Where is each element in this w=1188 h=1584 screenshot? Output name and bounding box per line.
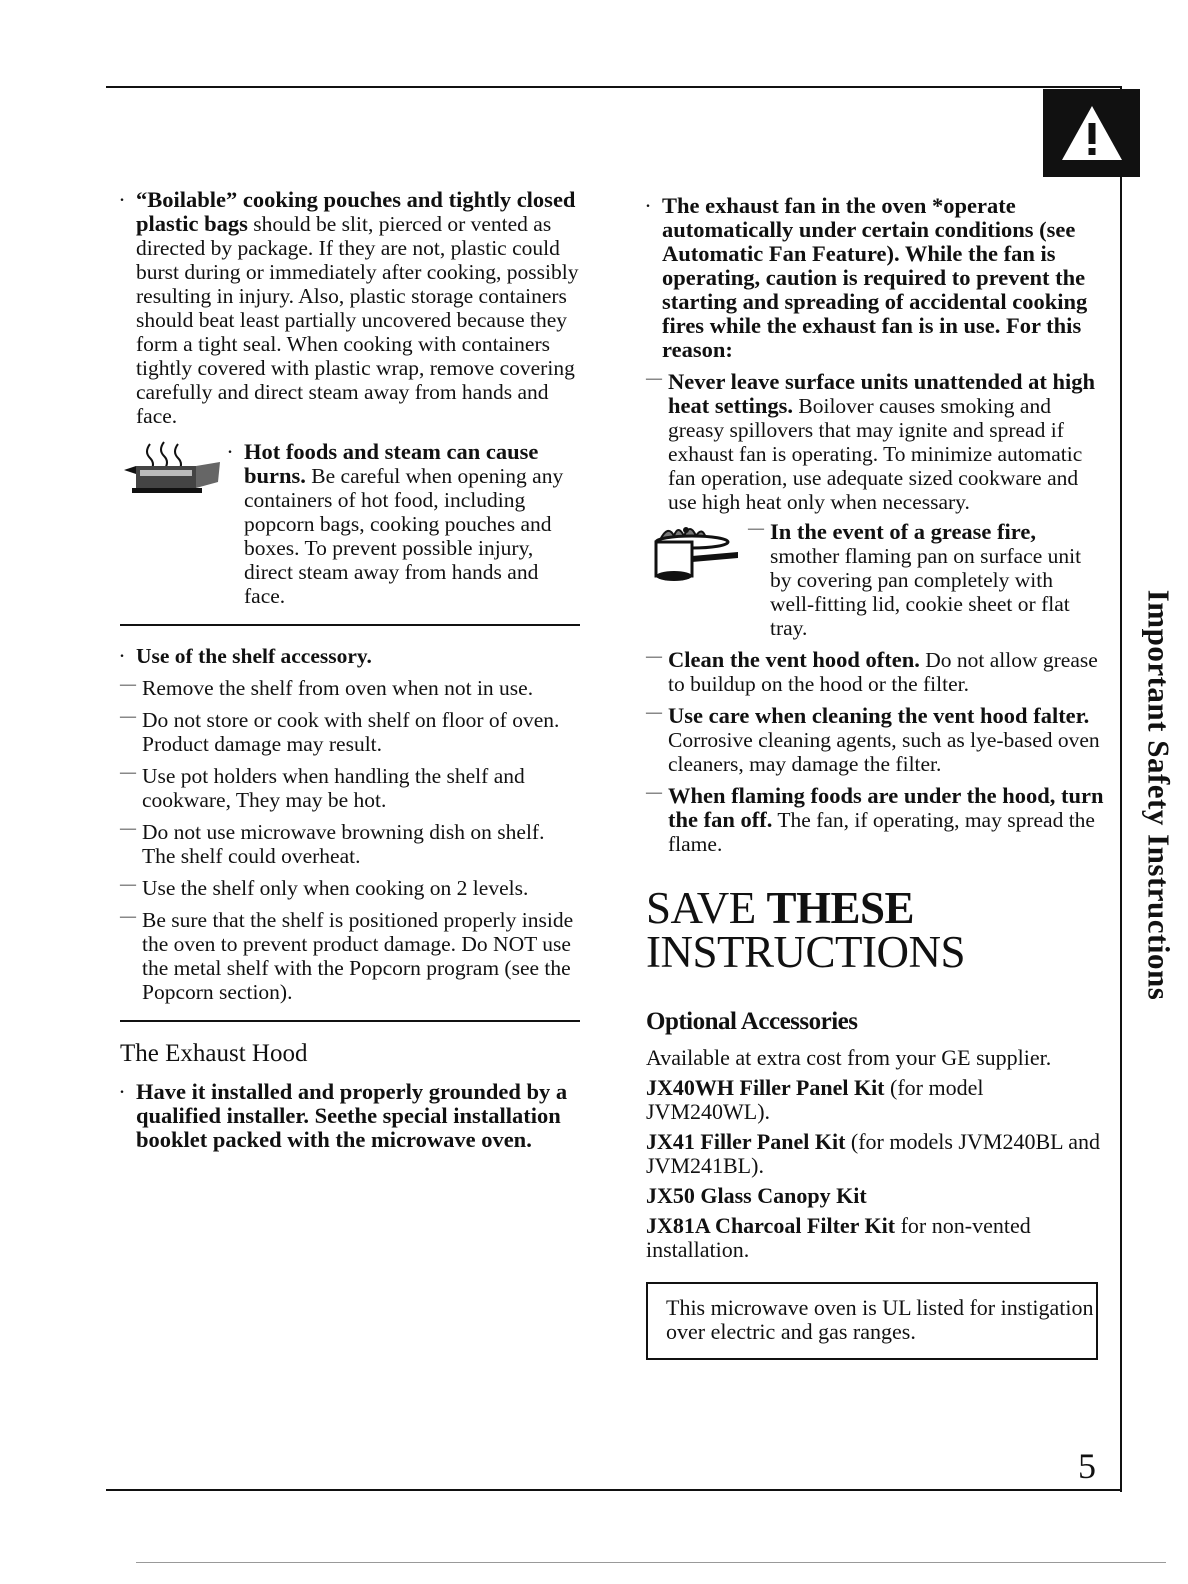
list-item: — Use the shelf only when cooking on 2 levels. (120, 876, 529, 900)
boilable-text: should be slit, pierced or vented as directed by package. If they are not, plastic could burst during or immediately after cooking, possibly resulting in injury. Also, plastic storage containers should beat least partially uncovered because they form a tight seal. When cooking with containers tightly covered with plastic wrap, remove covering carefully and direct steam away from hands and face. (136, 212, 579, 428)
boilable-item: . “Boilable” cooking pouches and tightly closed plastic bags should be slit, pierced or vented as directed by package. If they are not, plastic could burst during or immediately after cooking, possibly resulting in injury. Also, plastic storage containers should beat least partially uncovered because they form a tight seal. When cooking with containers tightly covered with plastic wrap, remove covering carefully and direct steam away from hands and face. (120, 187, 579, 428)
warning-box (1043, 89, 1140, 177)
page-number: 5 (1078, 1446, 1096, 1486)
accessory-item: JX81A Charcoal Filter Kit for non-vented installation. (646, 1213, 1031, 1262)
exhaust-item: . Have it installed and properly grounded by a qualified installer. Seethe special installation booklet packed with the microwave oven. (120, 1080, 580, 1152)
bottom-rule (106, 1489, 1122, 1491)
steaming-dish-icon (120, 440, 224, 500)
divider (120, 624, 580, 626)
clean-hood-item: — Clean the vent hood often. Do not allow grease to buildup on the hood or the filter. (646, 647, 1098, 696)
accessory-item: JX41 Filler Panel Kit (for models JVM240BL and JVM241BL). (646, 1129, 1101, 1178)
exhaust-heading: The Exhaust Hood (120, 1040, 308, 1067)
shelf-heading-item: . Use of the shelf accessory. (120, 644, 580, 668)
right-column (646, 194, 1111, 1360)
accessories-heading: Optional Accessories (646, 1008, 858, 1035)
flaming-item: — When flaming foods are under the hood, turn the fan off. The fan, if operating, may spread the flame. (646, 783, 1104, 856)
flaming-pan-icon (646, 520, 742, 586)
accessories-intro: Available at extra cost from your GE supplier. (646, 1045, 1052, 1070)
list-item: — Use pot holders when handling the shelf and cookware, They may be hot. (120, 764, 525, 812)
divider (120, 1020, 580, 1022)
fan-intro: The exhaust fan in the oven *operate automatically under certain conditions (see Automatic Fan Feature). While the fan is operating, caution is required to prevent the starting and spreading of accidental cooking fires while the exhaust fan is in use. For this reason: (662, 193, 1088, 362)
accessory-item: JX40WH Filler Panel Kit (for model JVM240WL). (646, 1075, 984, 1124)
list-item: — Remove the shelf from oven when not in use. (120, 676, 534, 700)
boilable-lead: “Boilable” cooking pouches and tightly closed plastic bags (136, 187, 576, 236)
warning-triangle-icon (1059, 103, 1125, 163)
hot-foods-lead: Hot foods and steam can cause burns. (244, 439, 539, 488)
footer-thin-rule (136, 1562, 1166, 1563)
top-rule (106, 86, 1120, 88)
side-title-container (1128, 560, 1188, 1030)
list-item: — Do not store or cook with shelf on floor of oven. Product damage may result. (120, 708, 560, 756)
never-leave-item: — Never leave surface units unattended at high heat settings. Boilover causes smoking and greasy spillovers that may ignite and spread if exhaust fan is operating. To minimize automatic fan operation, use adequate sized cookware and use high heat only when necessary. (646, 369, 1096, 514)
list-item: — Be sure that the shelf is positioned properly inside the oven to prevent product damage. Do NOT use the metal shelf with the Popcorn program (see the Popcorn section). (120, 908, 574, 1004)
hot-foods-text: Be careful when opening any containers of hot food, including popcorn bags, cooking pouches and boxes. To prevent possible injury, direct steam away from hands and face. (244, 464, 564, 608)
ul-notice-box: This microwave oven is UL listed for instigation over electric and gas ranges. (646, 1282, 1098, 1360)
accessory-item: JX50 Glass Canopy Kit (646, 1183, 867, 1208)
list-item: — Do not use microwave browning dish on shelf. The shelf could overheat. (120, 820, 545, 868)
care-filter-item: — Use care when cleaning the vent hood falter. Corrosive cleaning agents, such as lye-based oven cleaners, may damage the filter. (646, 703, 1100, 776)
grease-fire-item: — In the event of a grease fire, smother flaming pan on surface unit by covering pan completely with well-fitting lid, cookie sheet or flat tray. (748, 519, 1082, 640)
save-instructions-heading: SAVE THESE INSTRUCTIONS (646, 883, 966, 977)
fan-intro-item: . The exhaust fan in the oven *operate automatically under certain conditions (see Automatic Fan Feature). While the fan is operating, caution is required to prevent the starting and spreading of accidental cooking fires while the exhaust fan is in use. For this reason: (646, 194, 1111, 362)
hot-foods-row: . Hot foods and steam can cause burns. Be careful when opening any containers of hot food, including popcorn bags, cooking pouches and boxes. To prevent possible injury, direct steam away from hands and face. (120, 440, 580, 608)
grease-fire-row (646, 520, 1111, 640)
exhaust-text: Have it installed and properly grounded by a qualified installer. Seethe special installation booklet packed with the microwave oven. (136, 1079, 568, 1152)
shelf-list (120, 676, 580, 1004)
shelf-heading: Use of the shelf accessory. (136, 644, 372, 668)
side-title: Important Safety Instructions (1141, 589, 1176, 1001)
right-vertical-rule (1120, 86, 1122, 1492)
left-column (120, 188, 580, 1152)
